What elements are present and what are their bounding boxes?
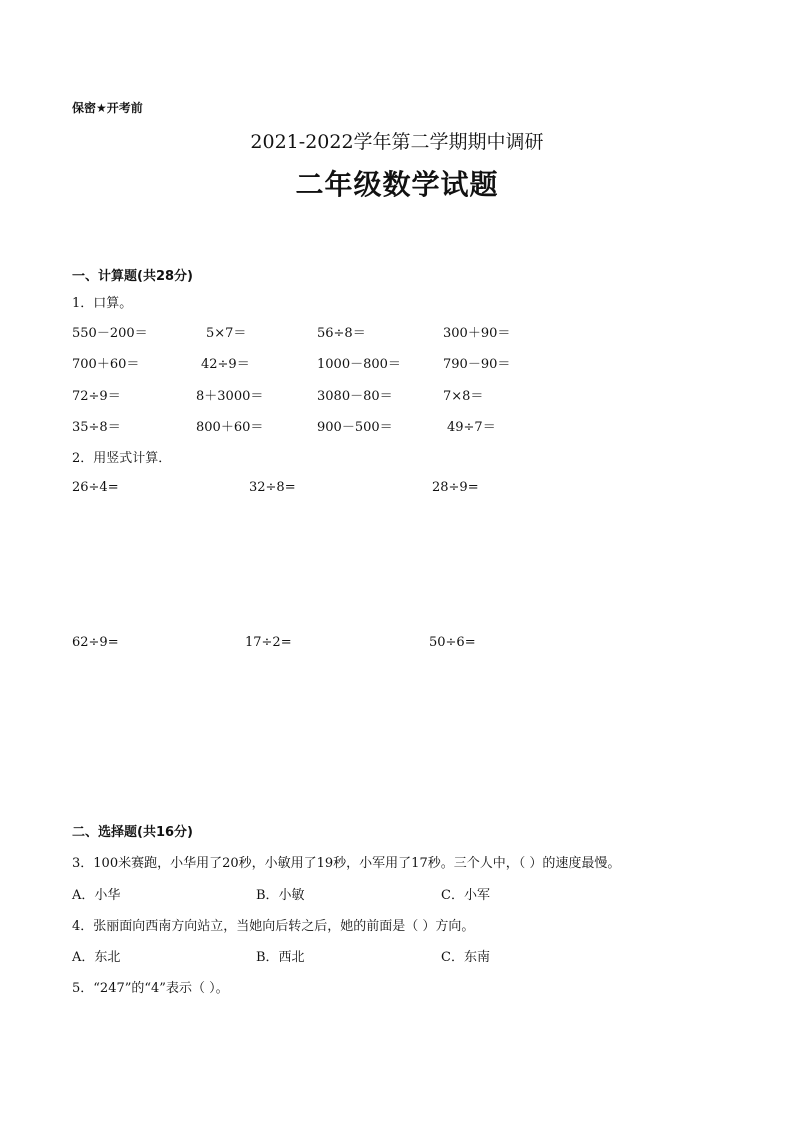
oral-item: 550－200＝ (72, 326, 148, 341)
vertical-calc-item: 26÷4= (72, 480, 119, 495)
vertical-calc-item: 32÷8= (249, 480, 296, 495)
question-3-text: 3．100米赛跑，小华用了20秒，小敏用了19秒，小军用了17秒。三个人中，（ ）的速度最慢。 (72, 856, 621, 871)
question-3-option-c: C．小军 (441, 888, 490, 903)
oral-item: 8＋3000＝ (196, 389, 264, 404)
oral-item: 7×8＝ (443, 389, 484, 404)
question-4-option-a: A．东北 (72, 950, 121, 965)
question-4-option-b: B．西北 (256, 950, 305, 965)
question-5-text: 5．“247”的“4”表示（ ）。 (72, 981, 229, 996)
oral-item: 72÷9＝ (72, 389, 121, 404)
exam-term-title: 2021-2022学年第二学期期中调研 (250, 131, 544, 153)
exam-subject-title: 二年级数学试题 (295, 168, 499, 201)
oral-item: 1000－800＝ (317, 357, 401, 372)
vertical-calc-item: 50÷6= (429, 635, 476, 650)
question-4-option-c: C．东南 (441, 950, 490, 965)
question-2-label: 2．用竖式计算． (72, 451, 172, 466)
question-3-option-b: B．小敏 (256, 888, 305, 903)
oral-item: 5×7＝ (206, 326, 247, 341)
oral-item: 35÷8＝ (72, 420, 121, 435)
question-1-label: 1．口算。 (72, 296, 133, 311)
vertical-calc-item: 17÷2= (245, 635, 292, 650)
oral-item: 700＋60＝ (72, 357, 140, 372)
oral-item: 3080－80＝ (317, 389, 393, 404)
section-choice-heading: 二、选择题(共16分) (72, 825, 193, 840)
vertical-calc-item: 62÷9= (72, 635, 119, 650)
oral-item: 42÷9＝ (201, 357, 250, 372)
oral-item: 900－500＝ (317, 420, 393, 435)
confidential-label: 保密★开考前 (72, 101, 143, 115)
oral-item: 49÷7＝ (447, 420, 496, 435)
oral-item: 790－90＝ (443, 357, 511, 372)
question-4-text: 4．张丽面向西南方向站立，当她向后转之后，她的前面是（ ）方向。 (72, 919, 475, 934)
oral-item: 800＋60＝ (196, 420, 264, 435)
section-calculation-heading: 一、计算题(共28分) (72, 269, 193, 284)
oral-item: 300＋90＝ (443, 326, 511, 341)
question-3-option-a: A．小华 (72, 888, 121, 903)
oral-item: 56÷8＝ (317, 326, 366, 341)
vertical-calc-item: 28÷9= (432, 480, 479, 495)
